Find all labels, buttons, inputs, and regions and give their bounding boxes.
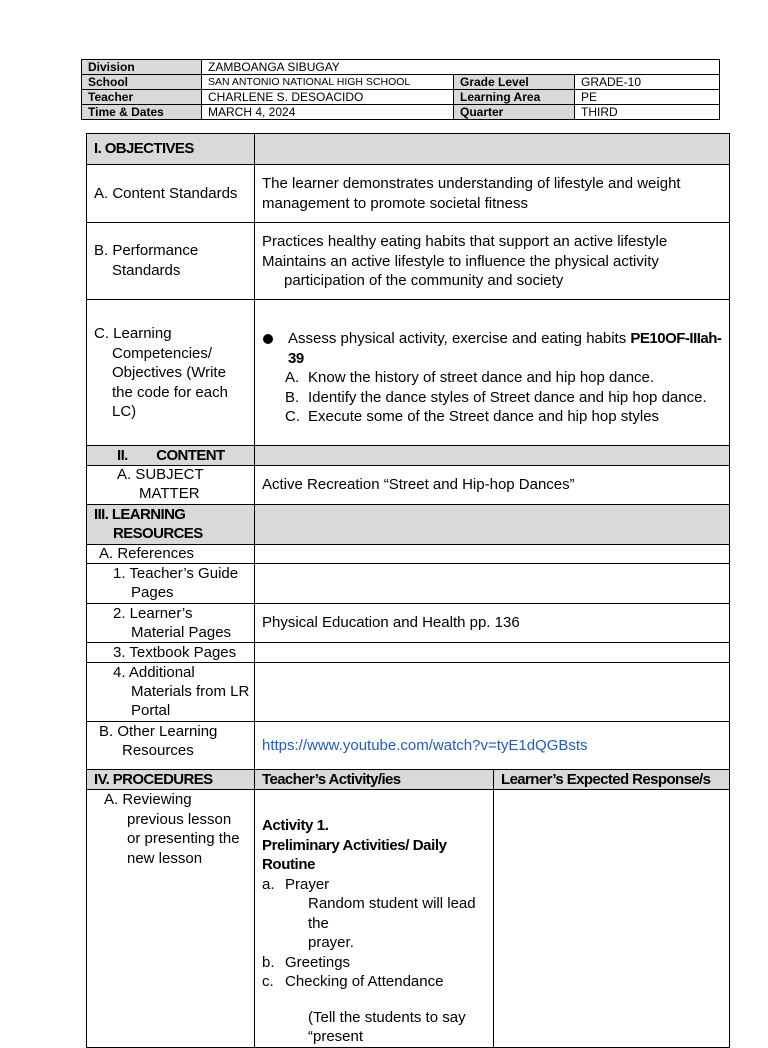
grade-level-label: Grade Level [454,75,575,90]
content-heading: II. CONTENT [87,446,255,466]
subject-matter-row [87,466,730,505]
procedures-heading: IV. PROCEDURES [87,770,255,790]
teachers-guide-line-2: Pages [131,584,174,601]
reviewing-row [87,790,730,1048]
learning-area-value: PE [575,90,720,105]
performance-label-line-1: B. Performance [94,242,199,259]
performance-standards-row [87,223,730,300]
prayer-note-line-1: Random student will lead the [308,895,476,932]
content-standards-text: The learner demonstrates understanding of lifestyle and weight management to promote societal fitness [255,165,730,223]
list-item [262,875,493,895]
quarter-label: Quarter [454,105,575,120]
tell-note: (Tell the students to say “present [308,1008,466,1045]
school-value: SAN ANTONIO NATIONAL HIGH SCHOOL [202,75,454,90]
header-row-teacher [82,90,720,105]
performance-label-line-2: Standards [112,261,181,279]
resources-heading-row [87,505,730,545]
header-row-time [82,105,720,120]
list-marker: C. [285,408,300,425]
content-standards-row [87,165,730,223]
learners-material-row [87,604,730,643]
grade-level-value: GRADE-10 [575,75,720,90]
objectives-heading-row [87,134,730,165]
bullet-icon [263,334,273,344]
teachers-guide-row [87,564,730,604]
learner-response-cell [494,790,730,1048]
division-label: Division [82,60,202,75]
performance-line-2b: participation of the community and society [284,272,564,289]
learners-material-line-2: Material Pages [131,624,232,641]
subject-matter-label [87,466,255,505]
list-marker: A. [285,369,300,386]
list-marker: B. [285,388,300,406]
references-row [87,545,730,564]
other-resources-label [87,722,255,770]
learning-competencies-row [87,300,730,446]
resources-heading [87,505,255,545]
performance-standards-label [87,223,255,300]
performance-standards-text [255,223,730,300]
textbook-label: 3. Textbook Pages [87,643,255,663]
subject-matter-value: Active Recreation “Street and Hip-hop Dances” [255,466,730,505]
prayer-note-line-2: prayer. [308,934,354,951]
resources-heading-1: III. LEARNING [94,506,186,523]
competency-code: PE10OF-IIIah-39 [288,330,722,367]
reviewing-line-2: previous lesson [127,810,232,828]
header-row-school [82,75,720,90]
list-marker: c. [262,973,274,990]
competency-main-text: Assess physical activity, exercise and eating habits [288,330,631,347]
reviewing-line-1: A. Reviewing [104,791,192,808]
teacher-activity-column-header: Teacher’s Activity/ies [255,770,494,790]
youtube-link[interactable]: https://www.youtube.com/watch?v=tyE1dQGBsts [262,736,588,754]
other-resources-row [87,722,730,770]
teacher-label: Teacher [82,90,202,105]
school-label: School [82,75,202,90]
other-resources-link-cell [255,722,730,770]
list-item [262,972,493,992]
list-marker: a. [262,875,275,893]
resources-heading-blank [255,505,730,545]
list-text: Know the history of street dance and hip hop dance. [308,369,655,386]
performance-line-1: Practices healthy eating habits that support an active lifestyle [262,233,668,250]
learning-competencies-label [87,300,255,446]
reviewing-line-4: new lesson [127,849,203,867]
list-item [262,953,493,973]
references-value [255,545,730,564]
list-text: Identify the dance styles of Street dance and hip hop dance. [308,388,707,406]
additional-materials-value [255,663,730,722]
additional-materials-label [87,663,255,722]
time-dates-label: Time & Dates [82,105,202,120]
additional-line-3: Portal [131,702,171,719]
content-standards-label: A. Content Standards [87,165,255,223]
additional-line-1: 4. Additional [113,664,195,681]
additional-line-2: Materials from LR [131,683,250,700]
objectives-heading: I. OBJECTIVES [87,134,255,165]
division-value: ZAMBOANGA SIBUGAY [202,60,720,75]
competency-sub-list [255,368,725,427]
teachers-guide-line-1: 1. Teacher’s Guide [113,565,239,582]
list-item [285,407,725,427]
learning-area-label: Learning Area [454,90,575,105]
learners-material-line-1: 2. Learner’s [113,605,193,622]
list-text: Checking of Attendance [285,973,444,990]
textbook-value [255,643,730,663]
reviewing-label [87,790,255,1048]
additional-materials-row [87,663,730,722]
learning-competencies-content [255,300,730,446]
quarter-value: THIRD [575,105,720,120]
competency-bullet-item [255,329,725,368]
list-marker: b. [262,953,275,971]
learners-material-label [87,604,255,643]
activity-title: Activity 1. [262,817,329,834]
objectives-heading-blank [255,134,730,165]
list-item [285,368,725,388]
subject-matter-label-2: MATTER [139,484,200,502]
teacher-activity-cell [255,790,494,1048]
other-line-2: Resources [122,742,194,759]
activity-steps [262,875,493,992]
list-text: Execute some of the Street dance and hip hop styles [308,408,660,425]
procedures-heading-row [87,770,730,790]
list-text: Prayer [285,875,330,893]
teachers-guide-value [255,564,730,604]
competencies-label-line-1: C. Learning [94,325,172,342]
content-heading-row [87,446,730,466]
lesson-plan-table [86,133,730,1048]
performance-line-2a: Maintains an active lifestyle to influence the physical activity [262,252,659,270]
activity-subtitle: Preliminary Activities/ Daily Routine [262,836,447,873]
header-info-table [81,59,720,120]
learners-material-value: Physical Education and Health pp. 136 [255,604,730,643]
other-line-1: B. Other Learning [99,723,218,740]
teachers-guide-label [87,564,255,604]
resources-heading-2: RESOURCES [113,525,203,542]
competencies-label-rest: Competencies/ Objectives (Write the code for each LC) [112,344,228,420]
header-row-division [82,60,720,75]
teacher-value: CHARLENE S. DESOACIDO [202,90,454,105]
time-dates-value: MARCH 4, 2024 [202,105,454,120]
list-text: Greetings [285,953,351,971]
reviewing-line-3: or presenting the [127,830,240,847]
subject-matter-label-1: A. SUBJECT [117,466,204,483]
references-label: A. References [87,545,255,564]
list-item [285,388,725,408]
textbook-row [87,643,730,663]
learner-response-column-header: Learner’s Expected Response/s [494,770,730,790]
content-heading-blank [255,446,730,466]
